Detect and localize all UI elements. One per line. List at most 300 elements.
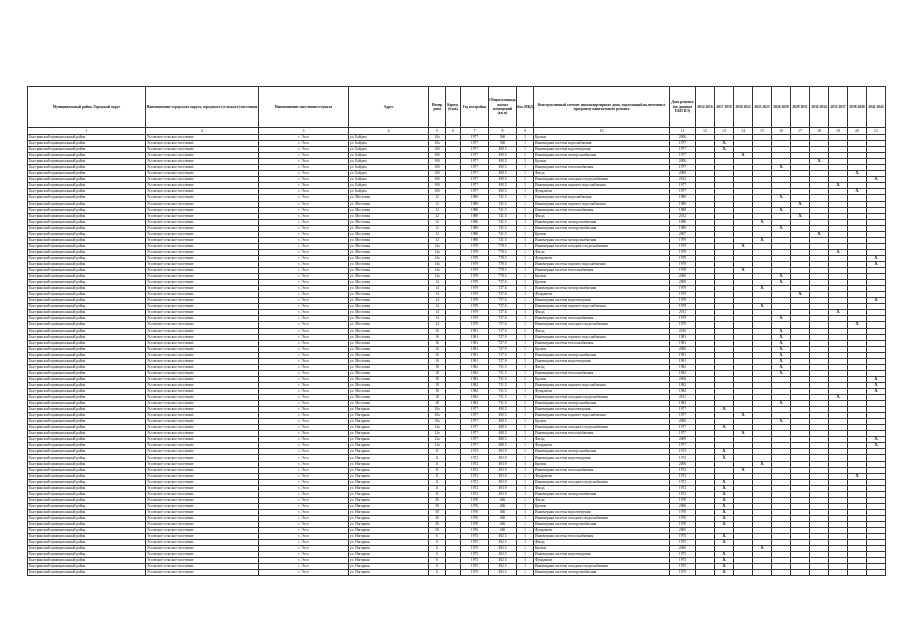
street-cell: ул. Мостовая xyxy=(349,358,429,364)
street-cell: ул. Мостовая xyxy=(349,340,429,346)
repair-date-cell: 1981 xyxy=(670,352,696,358)
build-year-cell: 1977 xyxy=(461,413,489,419)
build-year-cell: 1979 xyxy=(461,249,489,255)
locality-cell: с. Эссо xyxy=(259,207,349,213)
district-cell: Быстринский муниципальный район xyxy=(28,322,146,328)
column-number: 2 xyxy=(146,128,259,135)
locality-cell: с. Эссо xyxy=(259,395,349,401)
column-header: 2041 2043 xyxy=(867,87,886,128)
mkd-count-cell: 1 xyxy=(517,249,534,255)
mkd-count-cell: 1 xyxy=(517,304,534,310)
period-cell: X xyxy=(867,298,886,304)
mkd-count-cell: 1 xyxy=(517,316,534,322)
column-number: 8 xyxy=(489,128,517,135)
mkd-count-cell: 1 xyxy=(517,231,534,237)
period-cell xyxy=(829,570,848,576)
house-number-cell: 30 xyxy=(429,515,446,521)
period-cell xyxy=(753,570,772,576)
column-header: 2020 2022 xyxy=(734,87,753,128)
street-cell: ул. Нагорная xyxy=(349,497,429,503)
street-cell: ул. Нагорная xyxy=(349,437,429,443)
street-cell: ул. Нагорная xyxy=(349,534,429,540)
repair-date-cell: 2012 xyxy=(670,177,696,183)
build-year-cell: 1975 xyxy=(461,534,489,540)
period-cell: X xyxy=(791,292,810,298)
house-number-cell: 30 xyxy=(429,497,446,503)
repair-date-cell: 2011 xyxy=(670,310,696,316)
mkd-count-cell: 1 xyxy=(517,171,534,177)
element-cell: Инженерная система теплоснабжения xyxy=(534,534,670,540)
period-cell: X xyxy=(829,310,848,316)
mkd-count-cell: 1 xyxy=(517,219,534,225)
column-number: 17 xyxy=(791,128,810,135)
element-cell: Инженерная система холодного водоснабжения xyxy=(534,564,670,570)
street-cell: ул. Мостовая xyxy=(349,274,429,280)
mkd-count-cell: 1 xyxy=(517,382,534,388)
column-number: 13 xyxy=(715,128,734,135)
element-cell: Инженерная система горячего водоснабжения xyxy=(534,201,670,207)
element-cell: Фасад xyxy=(534,310,670,316)
street-cell: ул. Мостовая xyxy=(349,382,429,388)
period-cell: X xyxy=(772,346,791,352)
mkd-count-cell: 1 xyxy=(517,322,534,328)
district-cell: Быстринский муниципальный район xyxy=(28,413,146,419)
period-cell: X xyxy=(753,304,772,310)
repair-date-cell: 1975 xyxy=(670,564,696,570)
house-number-cell: 10б xyxy=(429,177,446,183)
period-cell: X xyxy=(772,352,791,358)
period-cell xyxy=(734,570,753,576)
district-cell: Быстринский муниципальный район xyxy=(28,243,146,249)
column-header: 2035 2037 xyxy=(829,87,848,128)
element-cell: Инженерная система теплоснабжения xyxy=(534,340,670,346)
street-cell: ул. Нагорная xyxy=(349,449,429,455)
street-cell: ул. Мостовая xyxy=(349,364,429,370)
street-cell: ул. Нагорная xyxy=(349,515,429,521)
mkd-count-cell: 1 xyxy=(517,467,534,473)
build-year-cell: 1977 xyxy=(461,189,489,195)
mkd-count-cell: 1 xyxy=(517,177,534,183)
column-header: 2026 2028 xyxy=(772,87,791,128)
district-cell: Быстринский муниципальный район xyxy=(28,401,146,407)
area-cell: 731.5 xyxy=(489,376,517,382)
repair-date-cell: 1977 xyxy=(670,443,696,449)
period-cell: X xyxy=(867,443,886,449)
locality-cell: с. Эссо xyxy=(259,382,349,388)
district-cell: Быстринский муниципальный район xyxy=(28,316,146,322)
street-cell: ул. Нагорная xyxy=(349,552,429,558)
mkd-count-cell: 1 xyxy=(517,153,534,159)
mkd-count-cell: 1 xyxy=(517,461,534,467)
house-number-cell: 16 xyxy=(429,346,446,352)
element-cell: Фундамент xyxy=(534,292,670,298)
locality-cell: с. Эссо xyxy=(259,274,349,280)
district-cell: Быстринский муниципальный район xyxy=(28,334,146,340)
mkd-count-cell: 1 xyxy=(517,364,534,370)
house-number-cell: 6 xyxy=(429,540,446,546)
period-cell: X xyxy=(753,219,772,225)
district-cell: Быстринский муниципальный район xyxy=(28,485,146,491)
area-cell: 493.9 xyxy=(489,449,517,455)
street-cell: ул. Мостовая xyxy=(349,225,429,231)
settlement-cell: Эссовское сельское поселение xyxy=(146,431,259,437)
column-header: Конструктивный элемент многоквартирного дома, подлежащий включению в программу капитального ремонта xyxy=(534,87,670,128)
period-cell: X xyxy=(715,534,734,540)
area-cell: 466 xyxy=(489,522,517,528)
house-number-cell: 14 xyxy=(429,292,446,298)
period-cell: X xyxy=(772,328,791,334)
house-number-cell: 30 xyxy=(429,528,446,534)
element-cell: Фундамент xyxy=(534,558,670,564)
locality-cell: с. Эссо xyxy=(259,461,349,467)
locality-cell: с. Эссо xyxy=(259,540,349,546)
house-number-cell: 10б xyxy=(429,159,446,165)
build-year-cell: 1975 xyxy=(461,540,489,546)
locality-cell: с. Эссо xyxy=(259,558,349,564)
district-cell: Быстринский муниципальный район xyxy=(28,407,146,413)
district-cell: Быстринский муниципальный район xyxy=(28,292,146,298)
build-year-cell: 1982 xyxy=(461,382,489,388)
settlement-cell: Эссовское сельское поселение xyxy=(146,382,259,388)
district-cell: Быстринский муниципальный район xyxy=(28,274,146,280)
settlement-cell: Эссовское сельское поселение xyxy=(146,286,259,292)
build-year-cell: 1980 xyxy=(461,219,489,225)
build-year-cell: 1975 xyxy=(461,570,489,576)
locality-cell: с. Эссо xyxy=(259,401,349,407)
repair-date-cell: 1977 xyxy=(670,425,696,431)
column-number: 6 xyxy=(446,128,461,135)
settlement-cell: Эссовское сельское поселение xyxy=(146,425,259,431)
street-cell: ул. Нагорная xyxy=(349,570,429,576)
mkd-count-cell: 1 xyxy=(517,183,534,189)
district-cell: Быстринский муниципальный район xyxy=(28,304,146,310)
element-cell: Инженерная система горячего водоснабжения xyxy=(534,382,670,388)
build-year-cell: 1981 xyxy=(461,358,489,364)
district-cell: Быстринский муниципальный район xyxy=(28,376,146,382)
period-cell: X xyxy=(772,370,791,376)
street-cell: ул. Байдам xyxy=(349,189,429,195)
build-year-cell: 1972 xyxy=(461,491,489,497)
mkd-count-cell: 1 xyxy=(517,261,534,267)
element-cell: Инженерная система теплоснабжения xyxy=(534,268,670,274)
house-number-cell: 14 xyxy=(429,280,446,286)
build-year-cell: 1979 xyxy=(461,274,489,280)
element-cell: Кровля xyxy=(534,346,670,352)
house-number-cell: 12 xyxy=(429,225,446,231)
element-cell: Инженерная система электроснабжения xyxy=(534,225,670,231)
house-number-cell: 12а xyxy=(429,443,446,449)
house-number-cell: 11 xyxy=(429,473,446,479)
repair-date-cell: 2006 xyxy=(670,546,696,552)
element-cell: Фасад xyxy=(534,540,670,546)
period-cell: X xyxy=(829,249,848,255)
column-number: 9 xyxy=(517,128,534,135)
settlement-cell: Эссовское сельское поселение xyxy=(146,558,259,564)
district-cell: Быстринский муниципальный район xyxy=(28,171,146,177)
repair-date-cell: 1977 xyxy=(670,431,696,437)
repair-date-cell: 1982 xyxy=(670,388,696,394)
house-number-cell: 16 xyxy=(429,328,446,334)
area-cell: 741.5 xyxy=(489,201,517,207)
street-cell: ул. Нагорная xyxy=(349,461,429,467)
house-number-cell: 10а xyxy=(429,407,446,413)
repair-date-cell: 2007 xyxy=(670,231,696,237)
area-cell: 737.6 xyxy=(489,322,517,328)
settlement-cell: Эссовское сельское поселение xyxy=(146,491,259,497)
mkd-count-cell: 1 xyxy=(517,540,534,546)
area-cell: 466 xyxy=(489,528,517,534)
mkd-count-cell: 1 xyxy=(517,479,534,485)
district-cell: Быстринский муниципальный район xyxy=(28,449,146,455)
area-cell: 727.9 xyxy=(489,346,517,352)
house-number-cell: 12 xyxy=(429,237,446,243)
build-year-cell: 1982 xyxy=(461,388,489,394)
locality-cell: с. Эссо xyxy=(259,141,349,147)
street-cell: ул. Нагорная xyxy=(349,485,429,491)
mkd-count-cell: 1 xyxy=(517,243,534,249)
settlement-cell: Эссовское сельское поселение xyxy=(146,261,259,267)
house-number-cell: 14а xyxy=(429,249,446,255)
period-cell: X xyxy=(867,388,886,394)
street-cell: ул. Мостовая xyxy=(349,352,429,358)
street-cell: ул. Мостовая xyxy=(349,388,429,394)
settlement-cell: Эссовское сельское поселение xyxy=(146,455,259,461)
column-header: 2038 2040 xyxy=(848,87,867,128)
element-cell: Инженерная система холодного водоснабжения xyxy=(534,177,670,183)
area-cell: 490.5 xyxy=(489,177,517,183)
repair-date-cell: 1972 xyxy=(670,467,696,473)
street-cell: ул. Мостовая xyxy=(349,231,429,237)
area-cell: 493.9 xyxy=(489,467,517,473)
element-cell: Инженерная система холодного водоснабжения xyxy=(534,322,670,328)
mkd-count-cell: 1 xyxy=(517,370,534,376)
street-cell: ул. Байдам xyxy=(349,177,429,183)
settlement-cell: Эссовское сельское поселение xyxy=(146,388,259,394)
build-year-cell: 1979 xyxy=(461,316,489,322)
street-cell: ул. Мостовая xyxy=(349,243,429,249)
element-cell: Инженерная система теплоснабжения xyxy=(534,316,670,322)
area-cell: 727.9 xyxy=(489,340,517,346)
district-cell: Быстринский муниципальный район xyxy=(28,147,146,153)
settlement-cell: Эссовское сельское поселение xyxy=(146,177,259,183)
settlement-cell: Эссовское сельское поселение xyxy=(146,395,259,401)
locality-cell: с. Эссо xyxy=(259,431,349,437)
repair-date-cell: 1977 xyxy=(670,413,696,419)
street-cell: ул. Байдам xyxy=(349,171,429,177)
locality-cell: с. Эссо xyxy=(259,467,349,473)
house-number-cell: 6 xyxy=(429,570,446,576)
period-cell xyxy=(772,570,791,576)
locality-cell: с. Эссо xyxy=(259,570,349,576)
area-cell: 466 xyxy=(489,515,517,521)
repair-date-cell: 1981 xyxy=(670,340,696,346)
period-cell: X xyxy=(810,231,829,237)
locality-cell: с. Эссо xyxy=(259,225,349,231)
district-cell: Быстринский муниципальный район xyxy=(28,503,146,509)
settlement-cell: Эссовское сельское поселение xyxy=(146,570,259,576)
period-cell: X xyxy=(772,358,791,364)
build-year-cell: 1982 xyxy=(461,401,489,407)
district-cell: Быстринский муниципальный район xyxy=(28,189,146,195)
element-cell: Инженерная система водоотведения xyxy=(534,147,670,153)
area-cell: 560 xyxy=(489,141,517,147)
house-number-cell: 14 xyxy=(429,304,446,310)
mkd-count-cell: 1 xyxy=(517,552,534,558)
repair-date-cell: 1982 xyxy=(670,382,696,388)
element-cell: Инженерная система электроснабжения xyxy=(534,522,670,528)
element-cell: Фасад xyxy=(534,485,670,491)
settlement-cell: Эссовское сельское поселение xyxy=(146,237,259,243)
house-number-cell: 14 xyxy=(429,310,446,316)
house-number-cell: 11 xyxy=(429,449,446,455)
district-cell: Быстринский муниципальный район xyxy=(28,461,146,467)
build-year-cell: 1981 xyxy=(461,340,489,346)
locality-cell: с. Эссо xyxy=(259,147,349,153)
street-cell: ул. Нагорная xyxy=(349,558,429,564)
build-year-cell: 1982 xyxy=(461,364,489,370)
area-cell: 778.5 xyxy=(489,249,517,255)
district-cell: Быстринский муниципальный район xyxy=(28,388,146,394)
street-cell: ул. Нагорная xyxy=(349,443,429,449)
area-cell: 493.9 xyxy=(489,485,517,491)
element-cell: Фасад xyxy=(534,364,670,370)
element-cell: Фасад xyxy=(534,497,670,503)
repair-date-cell: 1980 xyxy=(670,225,696,231)
area-cell: 727.9 xyxy=(489,334,517,340)
house-number-cell: 14 xyxy=(429,316,446,322)
period-cell: X xyxy=(715,491,734,497)
street-cell: ул. Мостовая xyxy=(349,213,429,219)
house-number-cell: 16 xyxy=(429,352,446,358)
street-cell: ул. Байдам xyxy=(349,141,429,147)
mkd-count-cell: 1 xyxy=(517,358,534,364)
element-cell: Фундамент xyxy=(534,443,670,449)
area-cell: 741.5 xyxy=(489,225,517,231)
settlement-cell: Эссовское сельское поселение xyxy=(146,546,259,552)
mkd-count-cell: 1 xyxy=(517,213,534,219)
area-cell: 488.5 xyxy=(489,443,517,449)
street-cell: ул. Нагорная xyxy=(349,528,429,534)
element-cell: Инженерная система холодного водоснабжения xyxy=(534,395,670,401)
area-cell: 490.5 xyxy=(489,407,517,413)
period-cell: X xyxy=(715,497,734,503)
period-cell: X xyxy=(715,552,734,558)
mkd-count-cell: 1 xyxy=(517,274,534,280)
mkd-count-cell: 1 xyxy=(517,255,534,261)
house-number-cell: 14а xyxy=(429,261,446,267)
house-number-cell: 11 xyxy=(429,485,446,491)
build-year-cell: 1972 xyxy=(461,461,489,467)
mkd-count-cell: 1 xyxy=(517,558,534,564)
area-cell: 466 xyxy=(489,497,517,503)
street-cell: ул. Мостовая xyxy=(349,304,429,310)
settlement-cell: Эссовское сельское поселение xyxy=(146,461,259,467)
settlement-cell: Эссовское сельское поселение xyxy=(146,364,259,370)
area-cell: 490.5 xyxy=(489,153,517,159)
mkd-count-cell: 1 xyxy=(517,189,534,195)
area-cell: 490.5 xyxy=(489,183,517,189)
locality-cell: с. Эссо xyxy=(259,304,349,310)
area-cell: 737.6 xyxy=(489,298,517,304)
street-cell: ул. Нагорная xyxy=(349,407,429,413)
area-cell: 737.6 xyxy=(489,286,517,292)
locality-cell: с. Эссо xyxy=(259,407,349,413)
repair-date-cell: 1975 xyxy=(670,558,696,564)
area-cell: 493.9 xyxy=(489,455,517,461)
build-year-cell: 1977 xyxy=(461,183,489,189)
house-number-cell: 30 xyxy=(429,522,446,528)
settlement-cell: Эссовское сельское поселение xyxy=(146,497,259,503)
locality-cell: с. Эссо xyxy=(259,334,349,340)
period-cell: X xyxy=(772,195,791,201)
period-cell: X xyxy=(753,237,772,243)
build-year-cell: 1981 xyxy=(461,328,489,334)
area-cell: 731.5 xyxy=(489,370,517,376)
district-cell: Быстринский муниципальный район xyxy=(28,364,146,370)
street-cell: ул. Нагорная xyxy=(349,564,429,570)
district-cell: Быстринский муниципальный район xyxy=(28,515,146,521)
house-number-cell: 12 xyxy=(429,231,446,237)
column-number: 14 xyxy=(734,128,753,135)
element-cell: Кровля xyxy=(534,461,670,467)
locality-cell: с. Эссо xyxy=(259,177,349,183)
mkd-count-cell: 1 xyxy=(517,225,534,231)
street-cell: ул. Байдам xyxy=(349,183,429,189)
area-cell: 488.5 xyxy=(489,437,517,443)
period-cell: X xyxy=(753,286,772,292)
settlement-cell: Эссовское сельское поселение xyxy=(146,153,259,159)
street-cell: ул. Нагорная xyxy=(349,546,429,552)
repair-date-cell: 1982 xyxy=(670,401,696,407)
build-year-cell: 1976 xyxy=(461,522,489,528)
column-number: 3 xyxy=(259,128,349,135)
house-number-cell: 6 xyxy=(429,534,446,540)
settlement-cell: Эссовское сельское поселение xyxy=(146,268,259,274)
mkd-count-cell: 1 xyxy=(517,534,534,540)
district-cell: Быстринский муниципальный район xyxy=(28,268,146,274)
element-cell: Фасад xyxy=(534,171,670,177)
repair-date-cell: 1972 xyxy=(670,479,696,485)
house-number-cell: 11 xyxy=(429,467,446,473)
house-number-cell: 18 xyxy=(429,382,446,388)
settlement-cell: Эссовское сельское поселение xyxy=(146,310,259,316)
repair-date-cell: 1980 xyxy=(670,219,696,225)
period-cell: X xyxy=(848,171,867,177)
district-cell: Быстринский муниципальный район xyxy=(28,558,146,564)
build-year-cell: 1980 xyxy=(461,201,489,207)
build-year-cell: 1979 xyxy=(461,261,489,267)
repair-date-cell: 2006 xyxy=(670,461,696,467)
period-cell xyxy=(791,570,810,576)
district-cell: Быстринский муниципальный район xyxy=(28,255,146,261)
element-cell: Фундамент xyxy=(534,388,670,394)
mkd-count-cell: 1 xyxy=(517,515,534,521)
build-year-cell: 1981 xyxy=(461,346,489,352)
column-header: Общая площадь жилых помещений (кв.м) xyxy=(489,87,517,128)
settlement-cell: Эссовское сельское поселение xyxy=(146,473,259,479)
column-header: Год постройки xyxy=(461,87,489,128)
element-cell: Инженерная система электроснабжения xyxy=(534,449,670,455)
repair-date-cell: 1972 xyxy=(670,485,696,491)
house-number-cell: 10а xyxy=(429,135,446,141)
locality-cell: с. Эссо xyxy=(259,159,349,165)
locality-cell: с. Эссо xyxy=(259,364,349,370)
district-cell: Быстринский муниципальный район xyxy=(28,231,146,237)
district-cell: Быстринский муниципальный район xyxy=(28,467,146,473)
repair-date-cell: 1977 xyxy=(670,153,696,159)
area-cell: 778.5 xyxy=(489,274,517,280)
element-cell: Кровля xyxy=(534,135,670,141)
